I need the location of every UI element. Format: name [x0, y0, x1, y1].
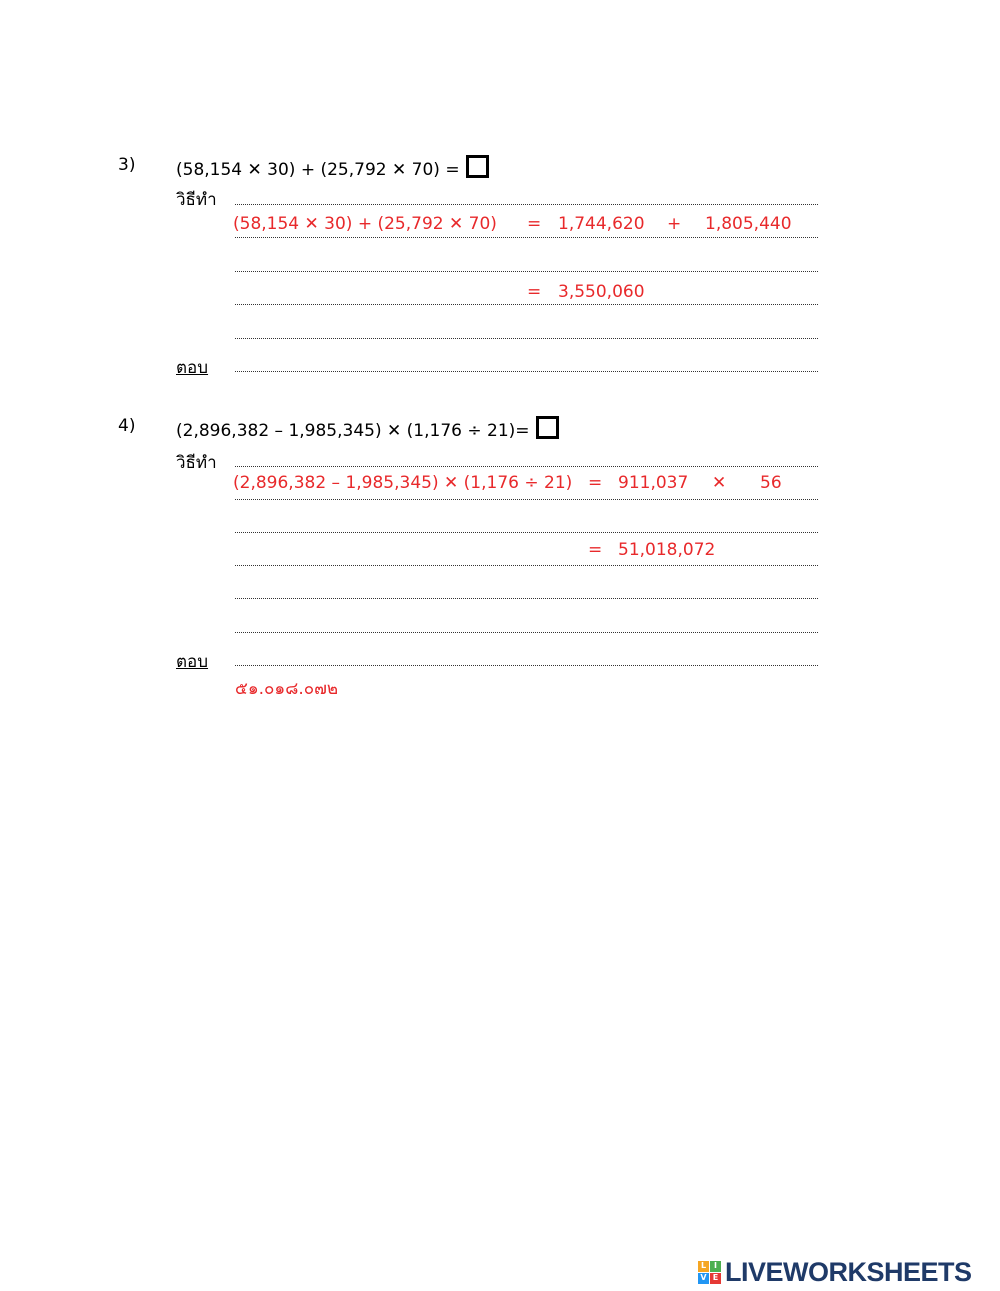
q4-number: 4): [118, 416, 136, 436]
q4-dotted-line-4: [235, 565, 818, 566]
logo-tiles-icon: [698, 1261, 721, 1284]
q4-answer-label: ตอบ: [176, 652, 209, 672]
logo-tile-i: I: [710, 1261, 721, 1272]
q4-answer-value: ๕๑.๐๑๘.๐๗๒: [235, 679, 339, 699]
q3-number: 3): [118, 155, 136, 175]
q4-answer-box[interactable]: [536, 416, 559, 439]
q3-dotted-line-6: [235, 371, 818, 372]
liveworksheets-logo: [698, 1258, 972, 1286]
logo-tile-l: L: [698, 1261, 709, 1272]
q3-expression-text: (58,154 ✕ 30) + (25,792 ✕ 70) =: [176, 160, 460, 180]
q4-dotted-line-2: [235, 499, 818, 500]
q4-work-expression: (2,896,382 – 1,985,345) ✕ (1,176 ÷ 21): [233, 473, 573, 493]
q4-work-equals: =: [588, 473, 603, 493]
q3-expression: [176, 155, 489, 180]
q4-dotted-line-1: [235, 466, 818, 467]
q4-work-factor-a: 911,037: [618, 473, 689, 493]
q3-answer-box[interactable]: [466, 155, 489, 178]
q4-dotted-line-7: [235, 665, 818, 666]
q3-work-operator: +: [667, 214, 682, 234]
q4-result-value: 51,018,072: [618, 540, 716, 560]
q4-method-label: วิธีทำ: [176, 453, 217, 473]
q3-answer-label: ตอบ: [176, 358, 209, 378]
q4-work-operator: ✕: [712, 473, 727, 493]
q4-result-equals: =: [588, 540, 603, 560]
q3-dotted-line-2: [235, 237, 818, 238]
q3-work-product-b: 1,805,440: [705, 214, 792, 234]
q3-work-product-a: 1,744,620: [558, 214, 645, 234]
q3-result-equals: =: [527, 282, 542, 302]
logo-tile-v: V: [698, 1273, 709, 1284]
q4-expression: [176, 416, 559, 441]
q3-work-expression: (58,154 ✕ 30) + (25,792 ✕ 70): [233, 214, 497, 234]
q3-dotted-line-5: [235, 338, 818, 339]
q4-dotted-line-3: [235, 532, 818, 533]
q4-expression-text: (2,896,382 – 1,985,345) ✕ (1,176 ÷ 21)=: [176, 421, 530, 441]
logo-tile-e: E: [710, 1273, 721, 1284]
q3-method-label: วิธีทำ: [176, 190, 217, 210]
q4-work-factor-b: 56: [760, 473, 782, 493]
q3-result-value: 3,550,060: [558, 282, 645, 302]
logo-text: LIVEWORKSHEETS: [725, 1256, 972, 1287]
q3-dotted-line-4: [235, 304, 818, 305]
q3-dotted-line-3: [235, 271, 818, 272]
q3-dotted-line-1: [235, 204, 818, 205]
q4-dotted-line-5: [235, 598, 818, 599]
q3-work-equals: =: [527, 214, 542, 234]
q4-dotted-line-6: [235, 632, 818, 633]
